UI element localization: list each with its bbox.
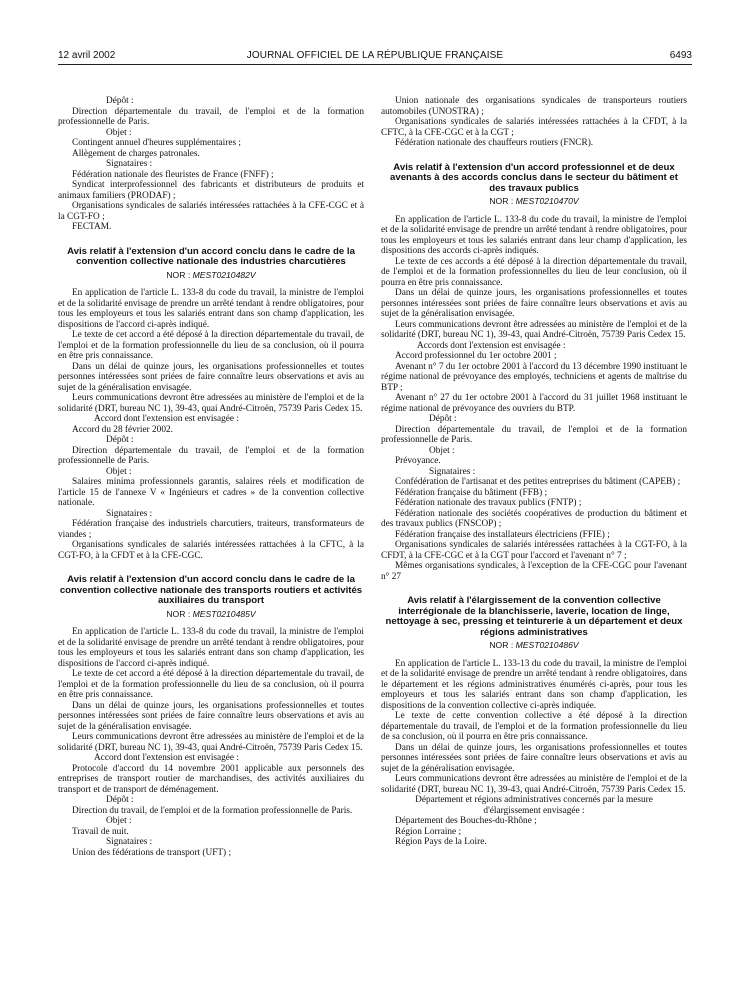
label-departements: Département et régions administratives concernés par la mesure d'élargissement envisagée : — [415, 795, 653, 816]
paragraph: Le texte de cette convention collective a été déposé à la direction départementale du travail, de l'emploi et de la formation professionnelle du lieu de sa conclusion, où il pourra en être pris connaissance. — [381, 711, 687, 742]
paragraph: Fédération nationale des sociétés coopératives de production du bâtiment et des travaux publics (FNSCOP) ; — [381, 508, 687, 529]
label-accords: Accords dont l'extension est envisagée : — [417, 340, 566, 351]
paragraph: FECTAM. — [72, 222, 112, 232]
paragraph: En application de l'article L. 133-8 du code du travail, la ministre de l'emploi et de la solidarité envisage de prendre un arrêté tendant à rendre obligatoires, pour tous les employeurs et tous les salariés entrant dans son champ d'application, les dispositions de l'accord ci-après indiqué. — [58, 627, 364, 669]
paragraph: Département des Bouches-du-Rhône ; — [395, 816, 537, 826]
nor-label: NOR : — [166, 269, 191, 280]
paragraph: Dans un délai de quinze jours, les organisations professionnelles et toutes personnes intéressées sont priées de faire connaître leurs observations et avis au sujet de la généralisation envisagée. — [381, 742, 687, 774]
right-column — [381, 96, 687, 848]
label-depot: Dépôt : — [106, 96, 134, 106]
header-journal-title: JOURNAL OFFICIEL DE LA RÉPUBLIQUE FRANÇAISE — [246, 50, 504, 61]
header-date: 12 avril 2002 — [58, 50, 116, 61]
paragraph: Dans un délai de quinze jours, les organisations professionnelles et toutes personnes intéressées sont priées de faire connaître leurs observations et avis au sujet de la généralisation envisagée. — [58, 361, 364, 393]
paragraph: Organisations syndicales de salariés intéressées rattachées à la CFTC, à la CGT-FO, à la CFDT et à la CFE-CGC. — [58, 540, 364, 561]
paragraph: Fédération française des industriels charcutiers, traiteurs, transformateurs de viandes ; — [58, 519, 364, 540]
paragraph: Organisations syndicales de salariés intéressées rattachées à la CGT-FO, à la CFDT, à la CFE-CGC et à la CGT pour l'accord et l'avenant n° 7 ; — [381, 540, 687, 561]
label-depot: Dépôt : — [429, 414, 457, 424]
left-column — [58, 96, 364, 858]
paragraph: Direction du travail, de l'emploi et de la formation professionnelle de Paris. — [72, 805, 353, 816]
article-title: Avis relatif à l'extension d'un accord conclu dans le cadre de la convention collective nationale des transports routiers et activités auxiliaires du transport — [59, 574, 363, 606]
header-page-number: 6493 — [669, 50, 692, 61]
paragraph: Prévoyance. — [395, 456, 441, 466]
nor-label: NOR : — [489, 640, 514, 650]
paragraph: Région Lorraine ; — [395, 826, 462, 837]
paragraph: Le texte de ces accords a été déposé à la direction départementale du travail, de l'emploi et de la formation professionnelles du lieu de leur conclusion, où il pourra en être pris connaissance. — [381, 256, 687, 288]
article-title: Avis relatif à l'extension d'un accord professionnel et de deux avenants à des accords conclus dans le secteur du bâtiment et des travaux publics — [390, 161, 678, 194]
nor-code: MEST0210486V — [515, 640, 579, 650]
paragraph: Accord du 28 février 2002. — [72, 424, 173, 435]
paragraph: Contingent annuel d'heures supplémentaires ; — [72, 138, 241, 148]
nor-code: MEST0210485V — [192, 608, 256, 619]
paragraph: Direction départementale du travail, de l'emploi et de la formation professionnelle de Paris. — [381, 424, 687, 445]
nor-reference — [381, 196, 687, 207]
paragraph: Avenant n° 7 du 1er octobre 2001 à l'accord du 13 décembre 1990 instituant le régime national de prévoyance des employés, techniciens et agents de maîtrise du BTP ; — [381, 361, 687, 393]
paragraph: Fédération nationale des chauffeurs routiers (FNCR). — [395, 138, 594, 148]
label-accord: Accord dont l'extension est envisagée : — [94, 753, 239, 763]
nor-code: MEST0210470V — [515, 196, 579, 206]
paragraph: Dans un délai de quinze jours, les organisations professionnelles et toutes personnes intéressées sont priées de faire connaître leurs observations et avis au sujet de la généralisation envisagée. — [381, 288, 687, 319]
paragraph: Fédération française des installateurs électriciens (FFIE) ; — [395, 529, 610, 540]
paragraph: Union nationale des organisations syndicales de transporteurs routiers automobiles (UNOSTRA) ; — [381, 96, 687, 117]
paragraph: Fédération française du bâtiment (FFB) ; — [395, 487, 548, 498]
nor-label: NOR : — [489, 196, 514, 206]
label-depot: Dépôt : — [106, 795, 134, 805]
paragraph: Dans un délai de quinze jours, les organisations professionnelles et toutes personnes intéressées sont priées de faire connaître leurs observations et avis au sujet de la généralisation envisagée. — [58, 700, 364, 732]
nor-reference — [381, 640, 687, 651]
paragraph: Le texte de cet accord a été déposé à la direction départementale du travail, de l'emploi et de la formation professionnelle du lieu de sa conclusion, où il pourra en être pris connaissance. — [58, 330, 364, 361]
paragraph: Syndicat interprofessionnel des fabricants et distributeurs de produits et animaux familiers (PRODAF) ; — [58, 180, 364, 201]
label-signataires: Signataires : — [429, 466, 476, 477]
paragraph: En application de l'article L. 133-8 du code du travail, la ministre de l'emploi et de la solidarité envisage de prendre un arrêté tendant à rendre obligatoires, pour tous les employeurs et tous les salariés entrant dans leur champ d'application, les dispositions des accords ci-après indiqués. — [381, 214, 687, 256]
paragraph: Organisations syndicales de salariés intéressées rattachées à la CFE-CGC et à la CGT-FO ; — [58, 201, 364, 222]
paragraph: En application de l'article L. 133-13 du code du travail, la ministre de l'emploi et de la solidarité envisage de prendre un arrêté tendant à rendre obligatoires, dans le département et les régions administratives énumérés ci-après, pour tous les employeurs et tous les salariés entrant dans son champ d'application, les dispositions de la convention collective ci-après indiquée. — [381, 658, 687, 711]
article-title: Avis relatif à l'extension d'un accord conclu dans le cadre de la convention collective nationale des industries charcutières — [67, 245, 355, 267]
label-objet: Objet : — [106, 466, 132, 477]
paragraph: Confédération de l'artisanat et des petites entreprises du bâtiment (CAPEB) ; — [395, 477, 681, 487]
paragraph: Organisations syndicales de salariés intéressées rattachées à la CFDT, à la CFTC, à la CFE-CGC et à la CGT ; — [381, 117, 687, 138]
label-objet: Objet : — [106, 127, 132, 138]
paragraph: Leurs communications devront être adressées au ministère de l'emploi et de la solidarité (DRT, bureau NC 1), 39-43, quai André-Citroën, 75739 Paris Cedex 15. — [381, 774, 687, 795]
paragraph: Direction départementale du travail, de l'emploi et de la formation professionnelle de Paris. — [58, 106, 364, 127]
paragraph: Fédération nationale des travaux publics (FNTP) ; — [395, 498, 582, 508]
label-signataires: Signataires : — [106, 159, 153, 169]
paragraph: Fédération nationale des fleuristes de France (FNFF) ; — [72, 169, 274, 180]
label-objet: Objet : — [106, 816, 132, 826]
paragraph: Allègement de charges patronales. — [72, 148, 200, 159]
nor-label: NOR : — [166, 608, 191, 619]
paragraph: Le texte de cet accord a été déposé à la direction départementale du travail, de l'emploi et de la formation professionnelle du lieu de sa conclusion, où il pourra en être pris connaissance. — [58, 669, 364, 700]
article-title: Avis relatif à l'élargissement de la convention collective interrégionale de la blanchisserie, laverie, location de linge, nettoyage à sec, pressing et teinturerie à un département et deux régions administratives — [385, 595, 683, 638]
label-signataires: Signataires : — [106, 508, 153, 519]
nor-reference — [58, 270, 364, 281]
label-depot: Dépôt : — [106, 435, 134, 445]
paragraph: Leurs communications devront être adressées au ministère de l'emploi et de la solidarité (DRT, bureau NC 1), 39-43, quai André-Citroën, 75739 Paris Cedex 15. — [58, 732, 364, 753]
label-signataires: Signataires : — [106, 837, 153, 847]
label-accord: Accord dont l'extension est envisagée : — [94, 414, 239, 424]
paragraph: Protocole d'accord du 14 novembre 2001 applicable aux personnels des entreprises de transport routier de marchandises, des activités auxiliaires du transport et de transport de déménagement. — [58, 763, 364, 795]
nor-reference — [58, 609, 364, 620]
paragraph: Avenant n° 27 du 1er octobre 2001 à l'accord du 31 juillet 1968 instituant le régime national de prévoyance des ouvriers du BTP. — [381, 393, 687, 414]
paragraph: Travail de nuit. — [72, 826, 129, 837]
paragraph: Salaires minima professionnels garantis, salaires réels et modification de l'article 15 de l'annexe V « Ingénieurs et cadres » de la convention collective nationale. — [58, 477, 364, 508]
paragraph: Accord professionnel du 1er octobre 2001 ; — [395, 351, 557, 361]
paragraph: Mêmes organisations syndicales, à l'exception de la CFE-CGC pour l'avenant n° 27 — [381, 561, 687, 582]
paragraph: Leurs communications devront être adressées au ministère de l'emploi et de la solidarité (DRT, bureau NC 1), 39-43, quai André-Citroën, 75739 Paris Cedex 15. — [58, 393, 364, 414]
paragraph: Direction départementale du travail, de l'emploi et de la formation professionnelle de Paris. — [58, 445, 364, 466]
header-rule — [58, 64, 692, 65]
paragraph: Union des fédérations de transport (UFT) ; — [72, 847, 232, 858]
label-objet: Objet : — [429, 445, 455, 456]
paragraph: En application de l'article L. 133-8 du code du travail, la ministre de l'emploi et de la solidarité envisage de prendre un arrêté tendant à rendre obligatoires, pour tous les employeurs et tous les salariés entrant dans son champ d'application, les dispositions de l'accord ci-après indiqué. — [58, 288, 364, 330]
paragraph: Région Pays de la Loire. — [395, 837, 487, 847]
paragraph: Leurs communications devront être adressées au ministère de l'emploi et de la solidarité (DRT, bureau NC 1), 39-43, quai André-Citroën, 75739 Paris Cedex 15. — [381, 319, 687, 340]
nor-code: MEST0210482V — [192, 269, 256, 280]
